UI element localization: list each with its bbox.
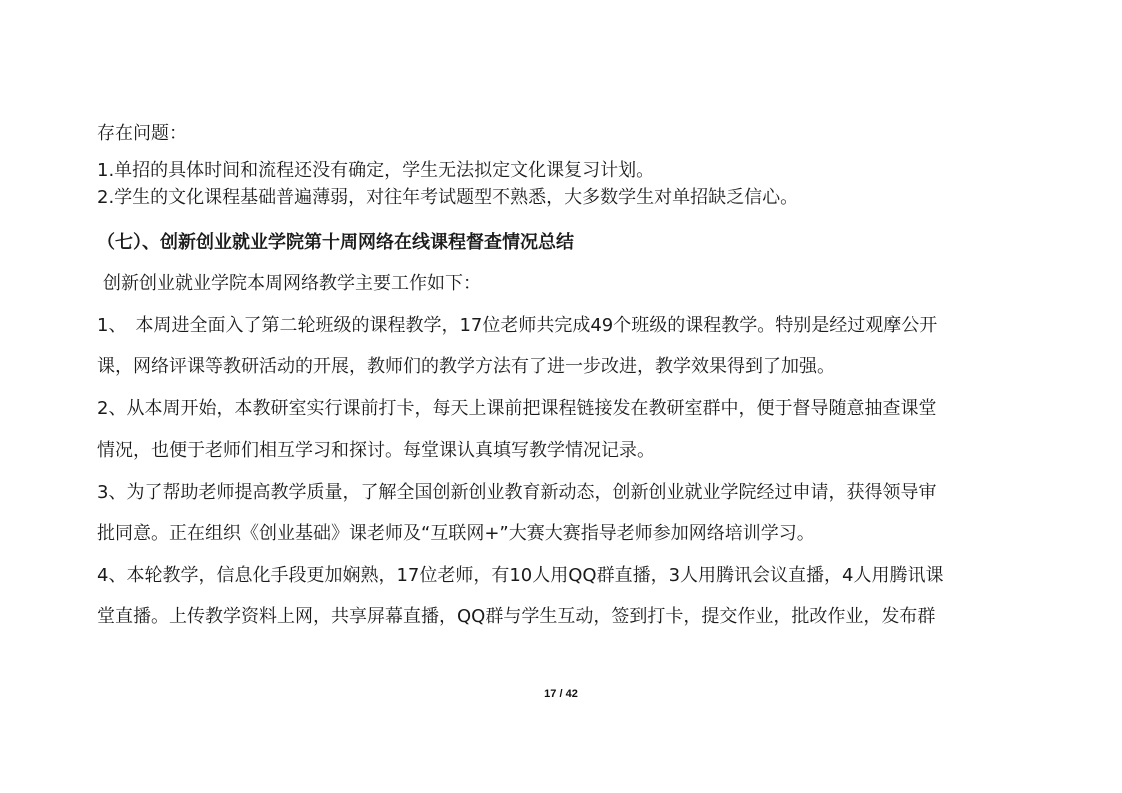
paragraph-3-line-2: 批同意。正在组织《创业基础》课老师及“互联网+”大赛大赛指导老师参加网络培训学习。 xyxy=(97,523,815,544)
issue-item-1: 1.单招的具体时间和流程还没有确定，学生无法拟定文化课复习计划。 xyxy=(97,160,655,181)
paragraph-3-line-1: 3、为了帮助老师提高教学质量，了解全国创新创业教育新动态，创新创业就业学院经过申请，获得领导审 xyxy=(97,482,937,503)
section-heading: （七）、创新创业就业学院第十周网络在线课程督查情况总结 xyxy=(97,232,574,253)
issues-label: 存在问题： xyxy=(97,123,187,144)
paragraph-4-line-1: 4、本轮教学，信息化手段更加娴熟，17位老师，有10人用QQ群直播，3人用腾讯会议直播，4人用腾讯课 xyxy=(97,565,944,586)
paragraph-1-line-2: 课，网络评课等教研活动的开展，教师们的教学方法有了进一步改进，教学效果得到了加强。 xyxy=(97,356,835,377)
paragraph-2-line-2: 情况，也便于老师们相互学习和探讨。每堂课认真填写教学情况记录。 xyxy=(97,440,655,461)
page-number: 17 / 42 xyxy=(544,688,578,700)
section-intro: 创新创业就业学院本周网络教学主要工作如下： xyxy=(103,273,481,294)
paragraph-1-line-1: 1、 本周进全面入了第二轮班级的课程教学，17位老师共完成49个班级的课程教学。特别是经过观摩公开 xyxy=(97,315,938,336)
paragraph-4-line-2: 堂直播。上传教学资料上网，共享屏幕直播，QQ群与学生互动，签到打卡，提交作业，批改作业，发布群 xyxy=(97,606,936,627)
issue-item-2: 2.学生的文化课程基础普遍薄弱，对往年考试题型不熟悉，大多数学生对单招缺乏信心。 xyxy=(97,187,799,208)
paragraph-2-line-1: 2、从本周开始，本教研室实行课前打卡，每天上课前把课程链接发在教研室群中，便于督导随意抽查课堂 xyxy=(97,398,937,419)
